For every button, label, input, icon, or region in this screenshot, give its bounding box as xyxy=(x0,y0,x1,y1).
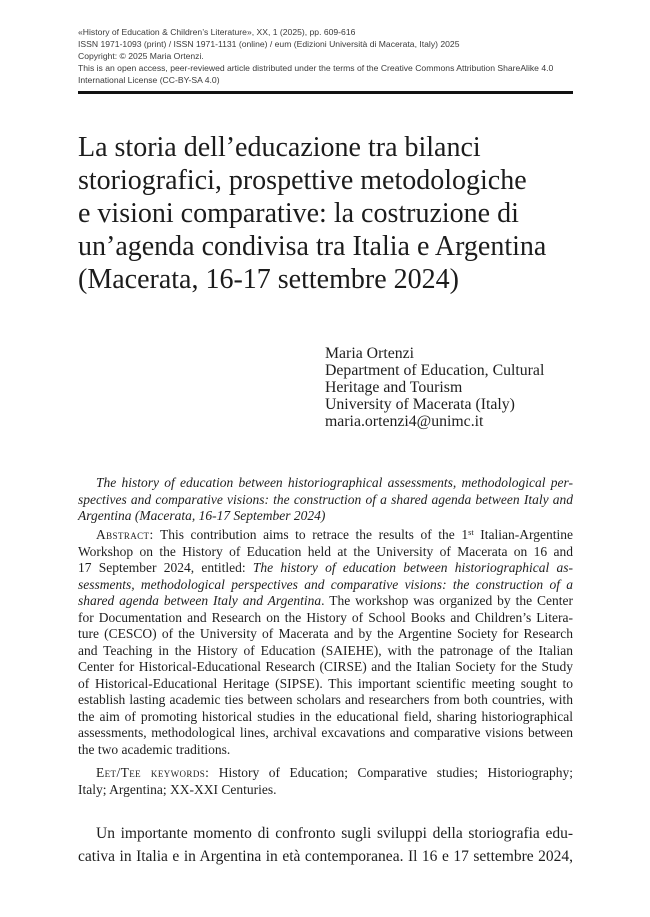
title-line: e visioni comparative: la costruzione di xyxy=(78,198,519,229)
abstract-text: Italian-Argentine xyxy=(480,527,573,542)
keywords-line: Italy; Argentina; XX-XXI Centuries. xyxy=(78,781,277,797)
author-email: maria.ortenzi4@unimc.it xyxy=(325,413,484,430)
abstract-label: Abstract: xyxy=(96,527,154,542)
abstract-line: and Teaching in the History of Education (SAIEHE), with the patronage of the Italian xyxy=(78,642,573,658)
body-line: cativa in Italia e in Argentina in età contemporanea. Il 16 e 17 settembre 2024, xyxy=(78,848,573,865)
abstract-text: . The workshop was organized by the Center xyxy=(321,593,573,608)
title-line: un’agenda condivisa tra Italia e Argentina xyxy=(78,231,547,262)
abstract-line: sessments, methodological perspectives and comparative visions: the construction of a xyxy=(78,576,573,592)
abstract xyxy=(78,527,573,758)
author-block xyxy=(325,345,573,430)
header-line: This is an open access, peer-reviewed article distributed under the terms of the Creative Commons Attribution ShareAlike 4.0 xyxy=(78,63,554,73)
keywords-label: Eet/Tee keywords: xyxy=(96,765,210,780)
title-line: storiografici, prospettive metodologiche xyxy=(78,165,527,196)
abstract-line xyxy=(96,527,573,544)
author-name: Maria Ortenzi xyxy=(325,345,415,362)
title-line: (Macerata, 16-17 settembre 2024) xyxy=(78,264,459,295)
abstract-italic-text: shared agenda between Italy and Argentina xyxy=(78,593,322,608)
body-text xyxy=(78,822,573,868)
title-line: La storia dell’educazione tra bilanci xyxy=(78,132,481,163)
abstract-line: ture (CESCO) of the University of Macerata and by the Argentine Society for Research xyxy=(78,626,573,641)
abstract-italic-text: The history of education between historiographical as- xyxy=(252,560,574,575)
abstract-line: of Historical-Educational Heritage (SIPSE). This important scientific meeting sought to xyxy=(78,675,573,691)
abstract-line: the two academic traditions. xyxy=(78,741,231,757)
abstract-line xyxy=(78,593,573,610)
journal-header xyxy=(78,26,573,86)
abstract-line: assessments, methodological lines, archival excavations and comparative visions between xyxy=(78,725,573,740)
header-line: «History of Education & Children’s Literature», XX, 1 (2025), pp. 609-616 xyxy=(78,27,356,37)
keywords-text: History of Education; Comparative studies; Historiography; xyxy=(218,765,573,780)
ordinal-suffix: st xyxy=(468,527,474,537)
abstract-line xyxy=(78,560,573,577)
header-line: Copyright: © 2025 Maria Ortenzi. xyxy=(78,51,204,61)
keywords xyxy=(78,765,573,798)
abstract-line: Workshop on the History of Education held at the University of Macerata on 16 and xyxy=(78,543,573,559)
header-rule xyxy=(78,91,573,94)
abstract-line: Center for Historical-Educational Research (CIRSE) and the Italian Society for the Study xyxy=(78,659,573,674)
body-line: Un importante momento di confronto sugli sviluppi della storiografia edu- xyxy=(96,825,573,842)
english-title-line: Argentina (Macerata, 16-17 September 2024) xyxy=(78,508,326,523)
author-affiliation-line: University of Macerata (Italy) xyxy=(325,396,515,413)
abstract-text: This contribution aims to retrace the results of the 1 xyxy=(159,527,469,542)
abstract-text: 17 September 2024, entitled: xyxy=(78,560,246,575)
abstract-line: for Documentation and Research on the History of School Books and Children’s Litera- xyxy=(78,609,573,625)
header-line: ISSN 1971-1093 (print) / ISSN 1971-1131 (online) / eum (Edizioni Università di Macerata, Italy) 2025 xyxy=(78,39,460,49)
article-title xyxy=(78,131,573,296)
english-title-line: The history of education between historiographical assessments, methodological per- xyxy=(96,475,573,490)
english-title-line: spectives and comparative visions: the construction of a shared agenda between Italy and xyxy=(78,491,573,507)
author-affiliation-line: Heritage and Tourism xyxy=(325,379,463,396)
abstract-line: establish lasting academic ties between scholars and researchers from both countries, with xyxy=(78,692,573,707)
keywords-line xyxy=(96,765,573,782)
author-affiliation-line: Department of Education, Cultural xyxy=(325,362,545,379)
header-line: International License (CC-BY-SA 4.0) xyxy=(78,75,220,85)
english-title xyxy=(78,475,573,525)
abstract-line: the aim of promoting historical studies in the educational field, sharing historiographical xyxy=(78,708,573,724)
